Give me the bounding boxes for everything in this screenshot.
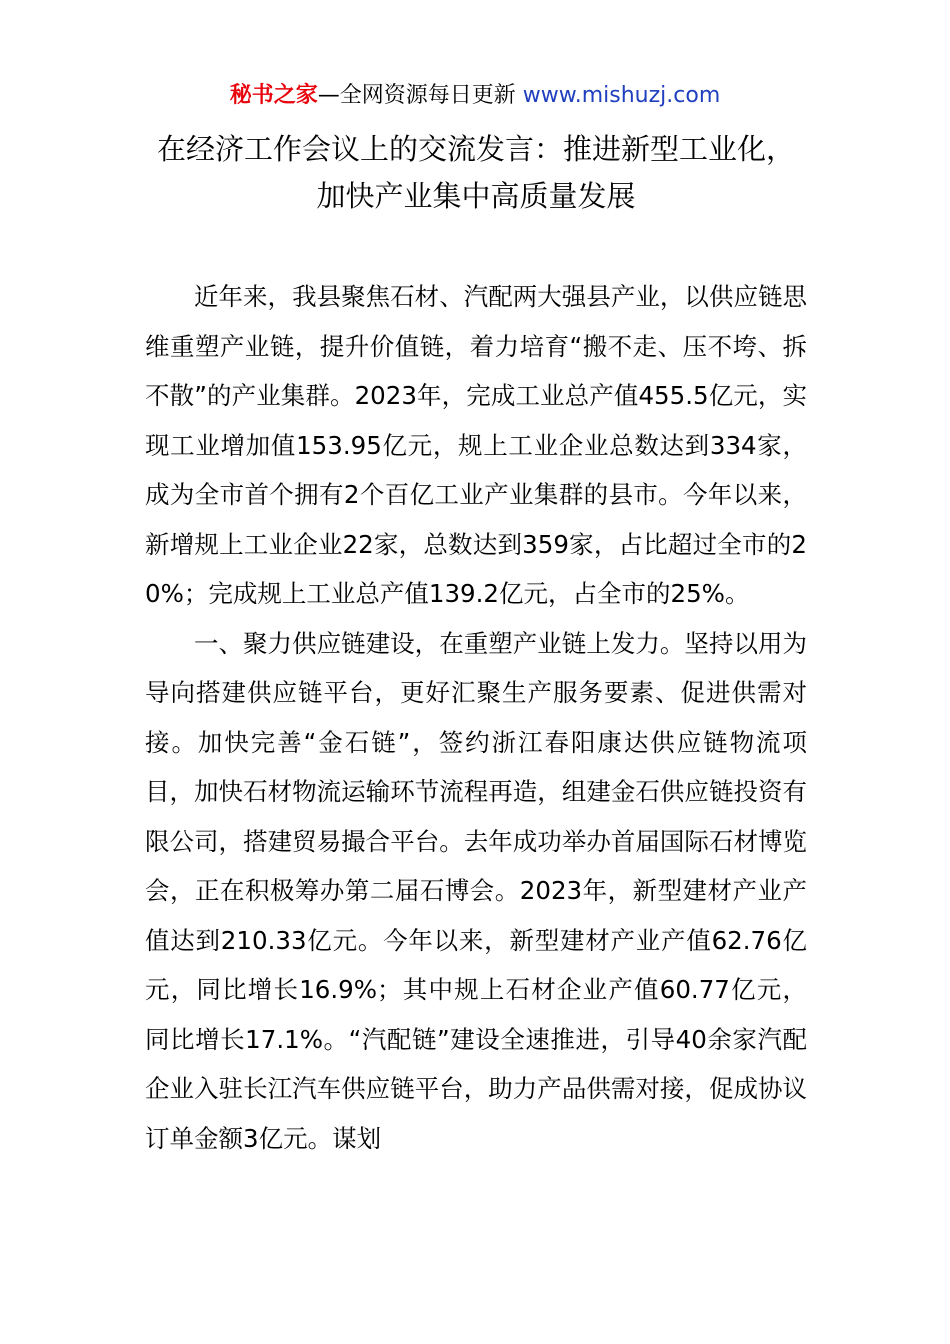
site-header xyxy=(0,80,950,112)
paragraph-section-one: 一、聚力供应链建设，在重塑产业链上发力。坚持以用为导向搭建供应链平台，更好汇聚生产服务要素、促进供需对接。加快完善“金石链”，签约浙江春阳康达供应链物流项目，加快石材物流运输环节流程再造，组建金石供应链投资有限公司，搭建贸易撮合平台。去年成功举办首届国际石材博览会，正在积极筹办第二届石博会。2023年，新型建材产业产值达到210.33亿元。今年以来，新型建材产业产值62.76亿元，同比增长16.9%；其中规上石材企业产值60.77亿元，同比增长17.1%。“汽配链”建设全速推进，引导40余家汽配企业入驻长江汽车供应链平台，助力产品供需对接，促成协议订单金额3亿元。谋划 xyxy=(145,628,807,1153)
site-tagline: —全网资源每日更新 xyxy=(317,83,523,108)
document-body xyxy=(145,272,807,1163)
brand-name: 秘书之家 xyxy=(229,83,318,108)
paragraph-intro: 近年来，我县聚焦石材、汽配两大强县产业，以供应链思维重塑产业链，提升价值链，着力培育“搬不走、压不垮、拆不散”的产业集群。2023年，完成工业总产值455.5亿元，实现工业增加值153.95亿元，规上工业企业总数达到334家，成为全市首个拥有2个百亿工业产业集群的县市。今年以来，新增规上工业企业22家，总数达到359家，占比超过全市的20%；完成规上工业总产值139.2亿元，占全市的25%。 xyxy=(145,282,807,608)
document-title: 在经济工作会议上的交流发言：推进新型工业化，加快产业集中高质量发展 xyxy=(156,132,795,213)
site-url-link[interactable]: www.mishuzj.com xyxy=(522,83,721,108)
